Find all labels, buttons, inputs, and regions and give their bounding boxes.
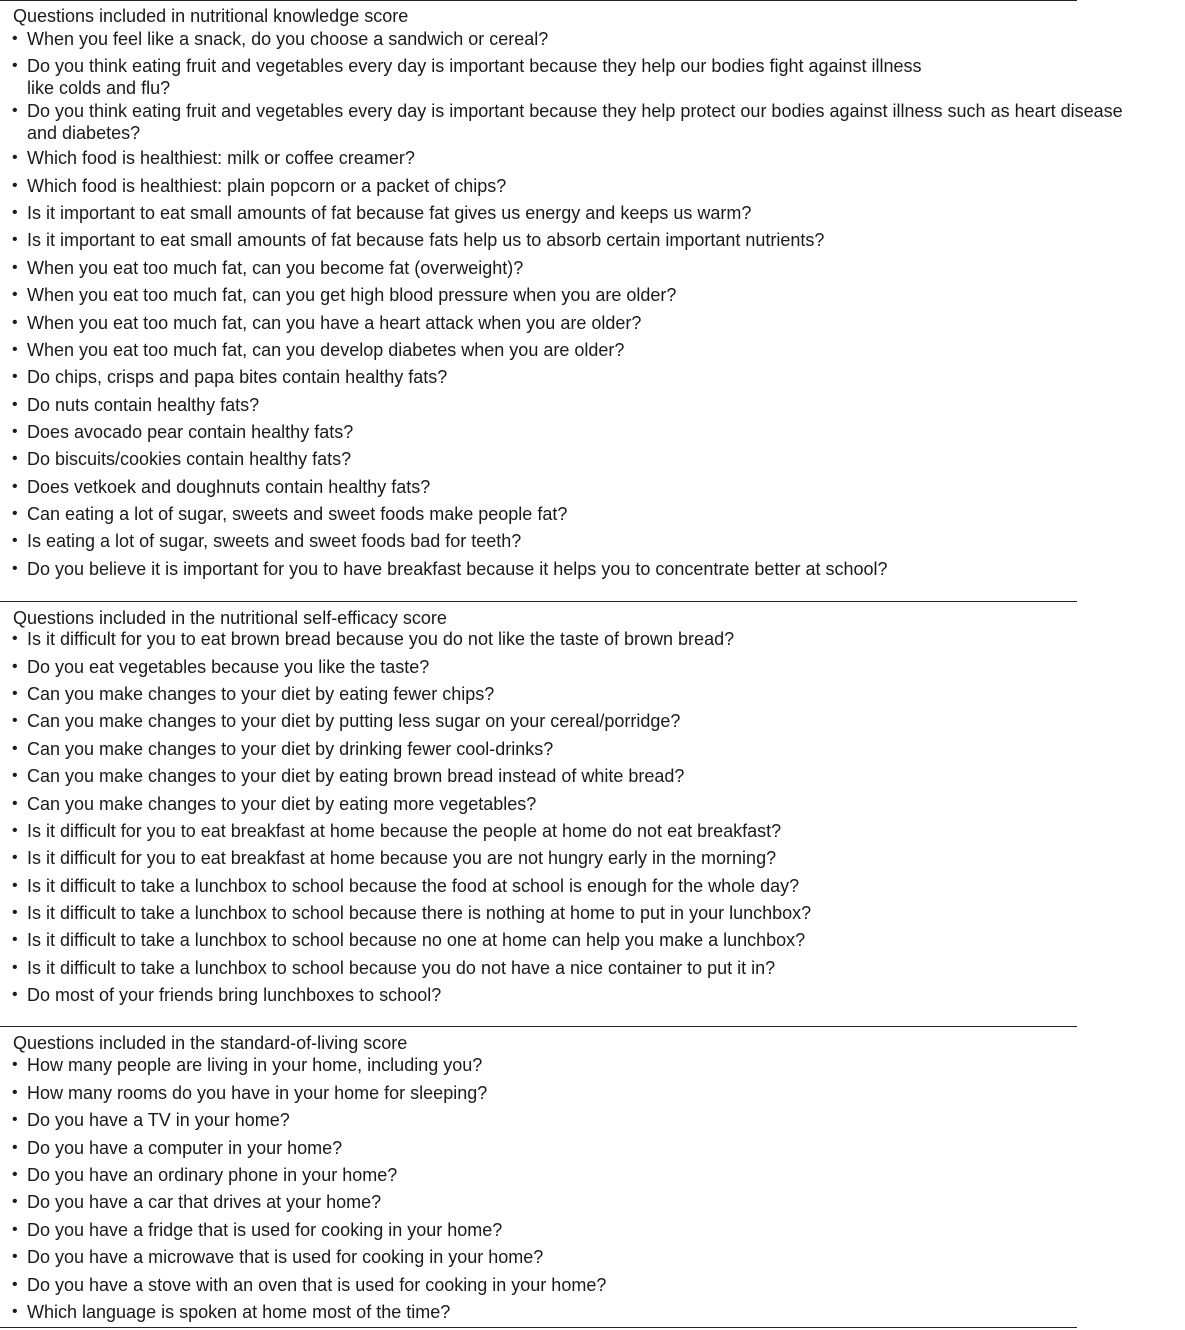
- question-text: Can you make changes to your diet by eating fewer chips?: [27, 684, 495, 704]
- question-text: Do you have a TV in your home?: [27, 1110, 290, 1130]
- bullet-icon: •: [12, 57, 18, 74]
- question-text: Do nuts contain healthy fats?: [27, 395, 260, 415]
- question-text: Can eating a lot of sugar, sweets and sweet foods make people fat?: [27, 504, 568, 524]
- section-divider-1: [0, 601, 1077, 602]
- bullet-icon: •: [12, 102, 18, 119]
- question-text: When you feel like a snack, do you choose a sandwich or cereal?: [27, 29, 549, 49]
- bullet-icon: •: [12, 1166, 18, 1183]
- question-text: Do you have a stove with an oven that is used for cooking in your home?: [27, 1275, 607, 1295]
- question-text: When you eat too much fat, can you get high blood pressure when you are older?: [27, 285, 677, 305]
- bullet-icon: •: [12, 1248, 18, 1265]
- bullet-icon: •: [12, 30, 18, 47]
- bullet-icon: •: [12, 849, 18, 866]
- question-text: Can you make changes to your diet by eating more vegetables?: [27, 794, 537, 814]
- bullet-icon: •: [12, 259, 18, 276]
- question-text: Do you have a microwave that is used for cooking in your home?: [27, 1247, 544, 1267]
- question-text: Do you believe it is important for you to have breakfast because it helps you to concentrate better at school?: [27, 559, 888, 579]
- question-text: Which food is healthiest: milk or coffee creamer?: [27, 148, 415, 168]
- question-text: Do most of your friends bring lunchboxes to school?: [27, 985, 442, 1005]
- question-text: Is it difficult to take a lunchbox to school because the food at school is enough for the whole day?: [27, 876, 800, 896]
- bullet-icon: •: [12, 286, 18, 303]
- bullet-icon: •: [12, 149, 18, 166]
- question-text: Is it difficult to take a lunchbox to school because there is nothing at home to put in your lunchbox?: [27, 903, 812, 923]
- bullet-icon: •: [12, 1111, 18, 1128]
- question-text: Do you have an ordinary phone in your home?: [27, 1165, 398, 1185]
- bullet-icon: •: [12, 959, 18, 976]
- bullet-icon: •: [12, 314, 18, 331]
- question-text: Do you have a computer in your home?: [27, 1138, 343, 1158]
- bullet-icon: •: [12, 1084, 18, 1101]
- bullet-icon: •: [12, 1056, 18, 1073]
- bullet-icon: •: [12, 904, 18, 921]
- bullet-icon: •: [12, 450, 18, 467]
- question-text: Can you make changes to your diet by drinking fewer cool-drinks?: [27, 739, 554, 759]
- bullet-icon: •: [12, 532, 18, 549]
- section-title: Questions included in the nutritional self-efficacy score: [13, 608, 447, 628]
- question-text: Do you have a fridge that is used for cooking in your home?: [27, 1220, 503, 1240]
- question-text: Do you think eating fruit and vegetables every day is important because they help protect our bodies against illness such as heart disease and diabetes?: [27, 101, 1123, 143]
- bullet-icon: •: [12, 1193, 18, 1210]
- question-text: Is it difficult for you to eat breakfast at home because you are not hungry early in the morning?: [27, 848, 777, 868]
- bullet-icon: •: [12, 368, 18, 385]
- bullet-icon: •: [12, 1276, 18, 1293]
- bullet-icon: •: [12, 423, 18, 440]
- question-text: Is it difficult for you to eat breakfast at home because the people at home do not eat breakfast?: [27, 821, 782, 841]
- bottom-rule: [0, 1327, 1077, 1328]
- question-text: Can you make changes to your diet by eating brown bread instead of white bread?: [27, 766, 685, 786]
- bullet-icon: •: [12, 986, 18, 1003]
- bullet-icon: •: [12, 560, 18, 577]
- bullet-icon: •: [12, 822, 18, 839]
- section-title: Questions included in nutritional knowledge score: [13, 6, 409, 26]
- bullet-icon: •: [12, 931, 18, 948]
- bullet-icon: •: [12, 740, 18, 757]
- question-text: When you eat too much fat, can you develop diabetes when you are older?: [27, 340, 625, 360]
- question-text: Is it difficult for you to eat brown bread because you do not like the taste of brown bread?: [27, 629, 735, 649]
- bullet-icon: •: [12, 658, 18, 675]
- bullet-icon: •: [12, 396, 18, 413]
- bullet-icon: •: [12, 630, 18, 647]
- bullet-icon: •: [12, 1221, 18, 1238]
- question-text: Can you make changes to your diet by putting less sugar on your cereal/porridge?: [27, 711, 681, 731]
- section-title: Questions included in the standard-of-living score: [13, 1033, 408, 1053]
- question-text: When you eat too much fat, can you have a heart attack when you are older?: [27, 313, 642, 333]
- bullet-icon: •: [12, 231, 18, 248]
- question-text: Is it important to eat small amounts of fat because fat gives us energy and keeps us warm?: [27, 203, 752, 223]
- bullet-icon: •: [12, 1139, 18, 1156]
- question-text: Which language is spoken at home most of the time?: [27, 1302, 451, 1322]
- bullet-icon: •: [12, 767, 18, 784]
- section-divider-2: [0, 1026, 1077, 1027]
- bullet-icon: •: [12, 877, 18, 894]
- question-text: Do you eat vegetables because you like the taste?: [27, 657, 430, 677]
- question-text: Which food is healthiest: plain popcorn or a packet of chips?: [27, 176, 507, 196]
- bullet-icon: •: [12, 712, 18, 729]
- question-text: Does avocado pear contain healthy fats?: [27, 422, 354, 442]
- question-text: Do biscuits/cookies contain healthy fats?: [27, 449, 352, 469]
- bullet-icon: •: [12, 685, 18, 702]
- bullet-icon: •: [12, 505, 18, 522]
- question-text: Do you have a car that drives at your home?: [27, 1192, 382, 1212]
- bullet-icon: •: [12, 478, 18, 495]
- question-text: Do chips, crisps and papa bites contain healthy fats?: [27, 367, 448, 387]
- bullet-icon: •: [12, 177, 18, 194]
- question-text: Is it difficult to take a lunchbox to school because no one at home can help you make a lunchbox?: [27, 930, 806, 950]
- question-text: When you eat too much fat, can you become fat (overweight)?: [27, 258, 524, 278]
- question-text: Is eating a lot of sugar, sweets and sweet foods bad for teeth?: [27, 531, 522, 551]
- bullet-icon: •: [12, 1303, 18, 1320]
- question-text: Is it important to eat small amounts of fat because fats help us to absorb certain important nutrients?: [27, 230, 825, 250]
- question-text: Does vetkoek and doughnuts contain healthy fats?: [27, 477, 431, 497]
- question-text: Is it difficult to take a lunchbox to school because you do not have a nice container to put it in?: [27, 958, 776, 978]
- bullet-icon: •: [12, 795, 18, 812]
- bullet-icon: •: [12, 204, 18, 221]
- question-text: How many rooms do you have in your home for sleeping?: [27, 1083, 488, 1103]
- top-rule: [0, 0, 1077, 1]
- question-text: Do you think eating fruit and vegetables every day is important because they help our bodies fight against illness like colds and flu?: [27, 56, 922, 98]
- question-text: How many people are living in your home, including you?: [27, 1055, 483, 1075]
- bullet-icon: •: [12, 341, 18, 358]
